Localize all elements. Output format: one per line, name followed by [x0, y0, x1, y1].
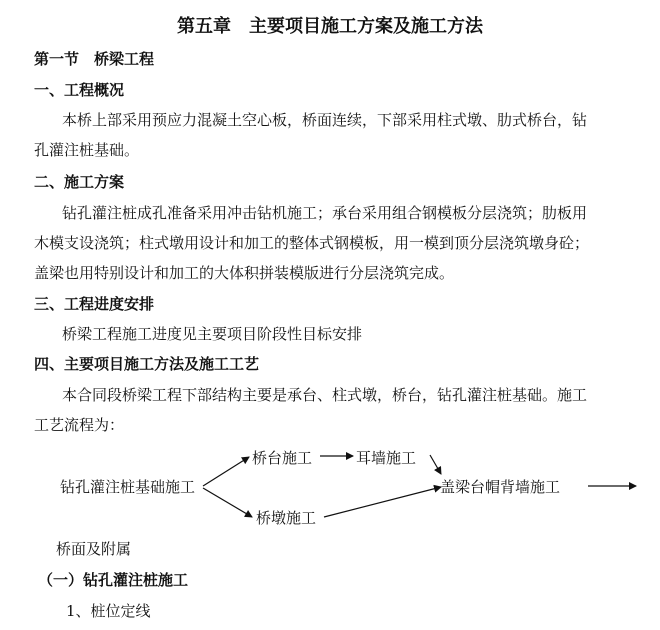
paragraph-line: 木模支设浇筑；柱式墩用设计和加工的整体式钢模板，用一模到顶分层浇筑墩身砼； [34, 234, 590, 252]
arrow-to-pier [203, 488, 252, 517]
arrow-ear-to-cap [430, 455, 441, 474]
paragraph-line: 孔灌注桩基础。 [34, 141, 140, 159]
heading-construction-plan: 二、施工方案 [34, 173, 125, 191]
flow-node-ear-wall: 耳墙施工 [356, 449, 417, 467]
paragraph-line: 钻孔灌注桩成孔准备采用冲击钻机施工；承台采用组合钢模板分层浇筑；肋板用 [62, 204, 588, 222]
heading-bored-pile: （一）钻孔灌注桩施工 [38, 571, 189, 589]
flow-node-pile-foundation: 钻孔灌注桩基础施工 [60, 478, 196, 496]
arrow-pier-to-cap [324, 487, 441, 517]
section-title: 第一节 桥梁工程 [34, 50, 155, 68]
heading-project-overview: 一、工程概况 [34, 81, 125, 99]
paragraph-line: 盖梁也用特别设计和加工的大体积拼装模版进行分层浇筑完成。 [34, 264, 455, 282]
flow-node-abutment: 桥台施工 [252, 449, 313, 467]
paragraph-line: 本桥上部采用预应力混凝土空心板，桥面连续，下部采用柱式墩、肋式桥台，钻 [62, 111, 588, 129]
paragraph-line: 本合同段桥梁工程下部结构主要是承台、柱式墩，桥台，钻孔灌注桩基础。施工 [62, 386, 588, 404]
paragraph-line: 桥梁工程施工进度见主要项目阶段性目标安排 [62, 325, 363, 343]
heading-schedule: 三、工程进度安排 [34, 295, 155, 313]
chapter-title: 第五章 主要项目施工方案及施工方法 [177, 16, 483, 37]
arrow-to-abutment [203, 457, 249, 486]
flow-node-deck: 桥面及附属 [56, 540, 132, 558]
list-item: 1、桩位定线 [66, 602, 151, 620]
flow-node-pier: 桥墩施工 [256, 509, 317, 527]
heading-methods: 四、主要项目施工方法及施工工艺 [34, 355, 260, 373]
paragraph-line: 工艺流程为： [34, 416, 125, 434]
flow-node-cap-beam: 盖梁台帽背墙施工 [440, 478, 561, 496]
